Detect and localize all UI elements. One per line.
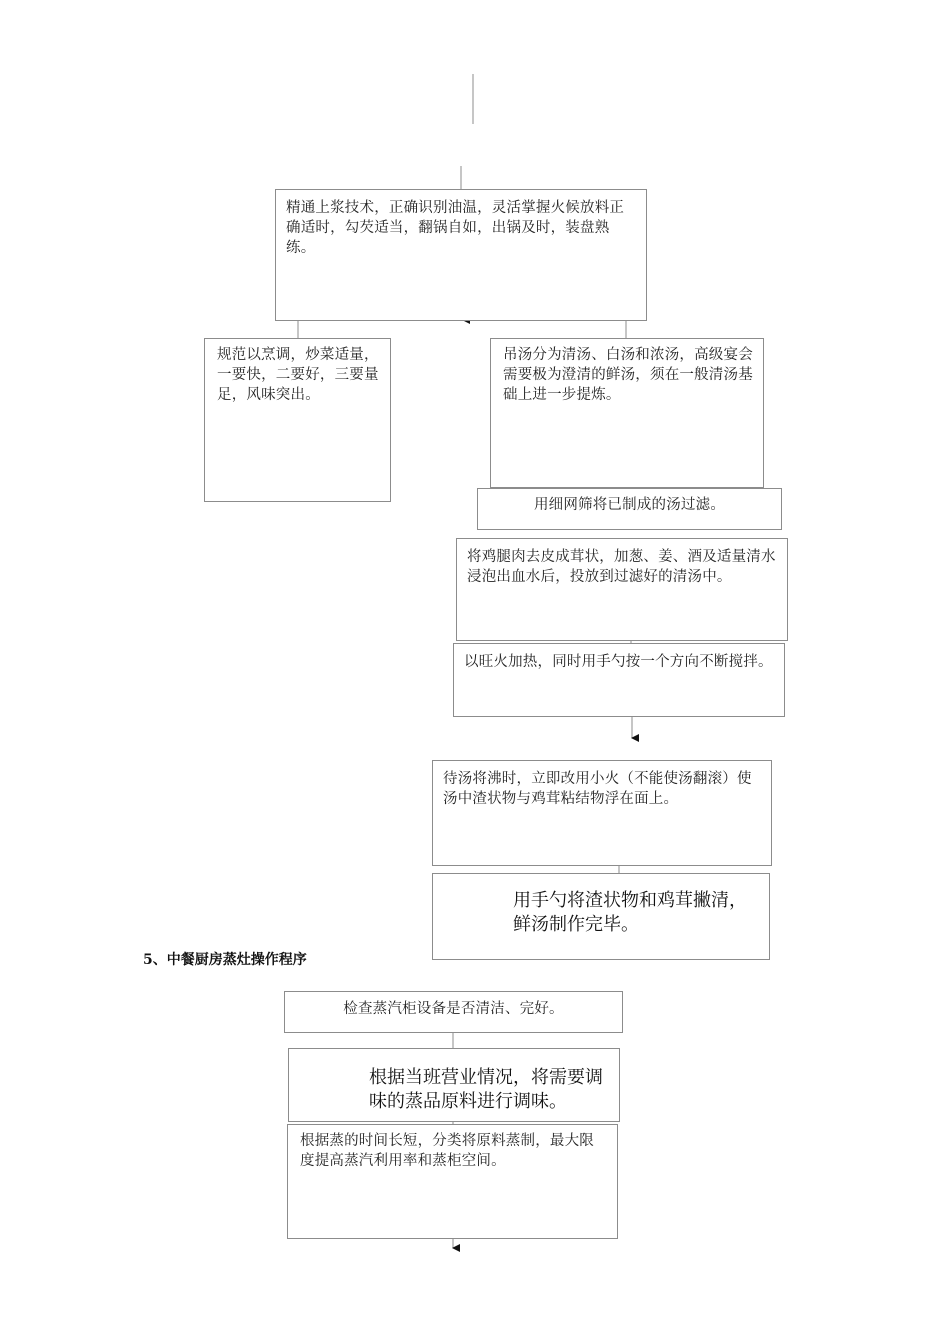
step-filter-box: 用细网筛将已制成的汤过滤。 — [477, 488, 782, 530]
step-simmer-box: 待汤将沸时，立即改用小火（不能使汤翻滚）使汤中渣状物与鸡茸粘结物浮在面上。 — [432, 760, 772, 866]
step-steam-box: 根据蒸的时间长短，分类将原料蒸制，最大限度提高蒸汽利用率和蒸柜空间。 — [287, 1124, 618, 1239]
section-heading: 5、中餐厨房蒸灶操作程序 — [143, 952, 307, 968]
step-check-box: 检查蒸汽柜设备是否清洁、完好。 — [284, 991, 623, 1033]
step-cooking-box: 规范以烹调，炒菜适量，一要快，二要好，三要量足，风味突出。 — [204, 338, 391, 502]
step-soup-box: 吊汤分为清汤、白汤和浓汤，高级宴会需要极为澄清的鲜汤，须在一般清汤基础上进一步提炼。 — [490, 338, 764, 488]
step-heat-box: 以旺火加热，同时用手勺按一个方向不断搅拌。 — [453, 643, 785, 717]
step-chicken-box: 将鸡腿肉去皮成茸状，加葱、姜、酒及适量清水浸泡出血水后，投放到过滤好的清汤中。 — [456, 538, 788, 641]
step-finish-box: 用手勺将渣状物和鸡茸撇清，鲜汤制作完毕。 — [432, 873, 770, 960]
step-season-box: 根据当班营业情况，将需要调味的蒸品原料进行调味。 — [288, 1048, 620, 1122]
step-skills-box: 精通上浆技术，正确识别油温，灵活掌握火候放料正确适时，勾芡适当，翻锅自如，出锅及时，装盘熟练。 — [275, 189, 647, 321]
